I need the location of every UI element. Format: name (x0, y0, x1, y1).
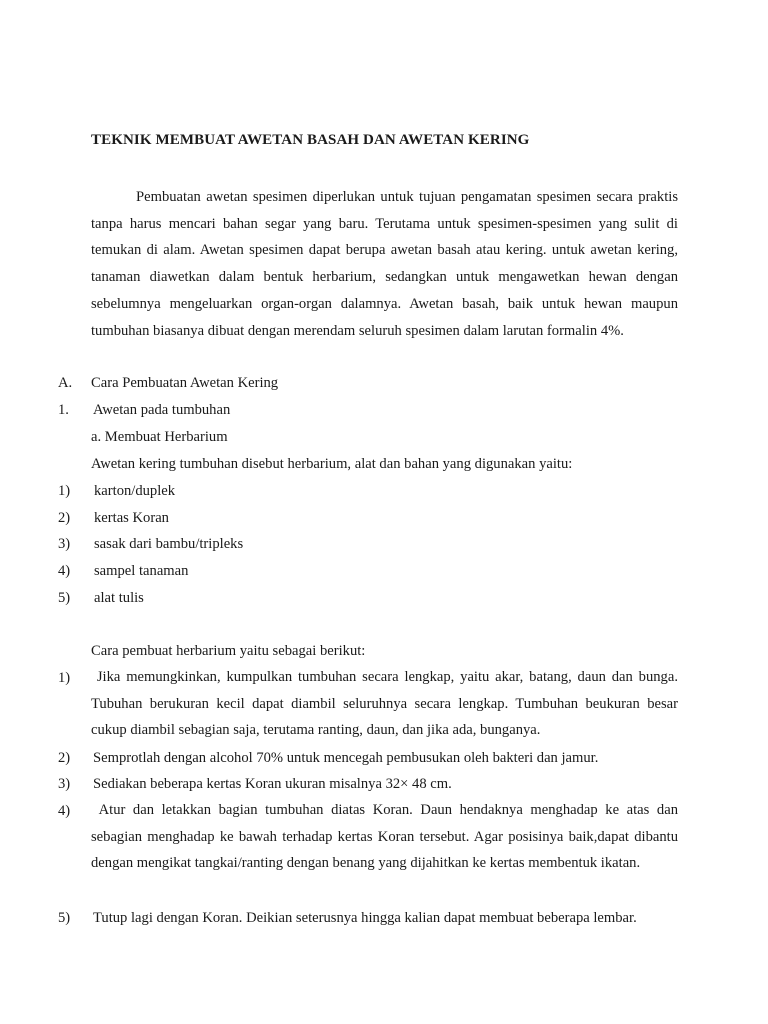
intro-text: Pembuatan awetan spesimen diperlukan untuk tujuan pengamatan spesimen secara praktis tanpa harus mencari bahan segar yang baru. Terutama untuk spesimen-spesimen yang sulit di temukan di alam. Awetan spesimen dapat berupa awetan basah atau kering. untuk awetan kering, tanaman diawetkan dalam bentuk herbarium, sedangkan untuk mengawetkan hewan dengan sebelumnya mengeluarkan organ-organ dalamnya. Awetan basah, baik untuk hewan maupun tumbuhan biasanya dibuat dengan merendam seluruh spesimen dalam larutan formalin 4%. (91, 189, 678, 339)
tool-3-text: sasak dari bambu/tripleks (94, 536, 244, 552)
subsection-herbarium: a. Membuat Herbarium (91, 429, 228, 445)
tool-5-text: alat tulis (94, 590, 144, 606)
step-3-text: Sediakan beberapa kertas Koran ukuran misalnya 32× 48 cm. (93, 776, 452, 792)
step-3-marker: 3) (58, 776, 71, 792)
step-2-marker: 2) (58, 750, 71, 766)
tool-5-marker: 5) (58, 590, 71, 606)
tool-2-text: kertas Koran (94, 510, 169, 526)
steps-intro: Cara pembuat herbarium yaitu sebagai berikut: (91, 643, 366, 659)
step-2-text: Semprotlah dengan alcohol 70% untuk mencegah pembusukan oleh bakteri dan jamur. (93, 750, 599, 766)
tool-1-marker: 1) (58, 483, 71, 499)
tools-intro: Awetan kering tumbuhan disebut herbarium, alat dan bahan yang digunakan yaitu: (91, 456, 573, 472)
step-4-content: Atur dan letakkan bagian tumbuhan diatas Koran. Daun hendaknya menghadap ke atas dan sebagian menghadap ke bawah terhadap kertas Koran tersebut. Agar posisinya baik,dapat dibantu dengan mengikat tangkai/ranting dengan benang yang dijahitkan ke kertas membentuk ikatan. (91, 802, 678, 872)
step-1-marker: 1) (58, 670, 71, 686)
step-1-text (91, 664, 678, 744)
document-title: TEKNIK MEMBUAT AWETAN BASAH DAN AWETAN KERING (91, 132, 530, 148)
section-a-marker: A. (58, 375, 73, 391)
step-1-content: Jika memungkinkan, kumpulkan tumbuhan secara lengkap, yaitu akar, batang, daun dan bunga. Tubuhan berukuran kecil dapat diambil seluruhnya secara lengkap. Tumbuhan beukuran besar cukup diambil sebagian saja, terutama ranting, daun, dan jika ada, bunganya. (91, 669, 678, 739)
step-5-marker: 5) (58, 910, 71, 926)
step-4-marker: 4) (58, 803, 71, 819)
tool-2-marker: 2) (58, 510, 71, 526)
intro-paragraph (91, 184, 678, 344)
tool-4-marker: 4) (58, 563, 71, 579)
tool-3-marker: 3) (58, 536, 71, 552)
section-a-heading: Cara Pembuatan Awetan Kering (91, 375, 279, 391)
step-4-text (91, 797, 678, 877)
step-5-text: Tutup lagi dengan Koran. Deikian seterusnya hingga kalian dapat membuat beberapa lembar. (93, 910, 637, 926)
tool-1-text: karton/duplek (94, 483, 176, 499)
section-1-marker: 1. (58, 402, 69, 418)
tool-4-text: sampel tanaman (94, 563, 189, 579)
section-1-heading: Awetan pada tumbuhan (93, 402, 231, 418)
